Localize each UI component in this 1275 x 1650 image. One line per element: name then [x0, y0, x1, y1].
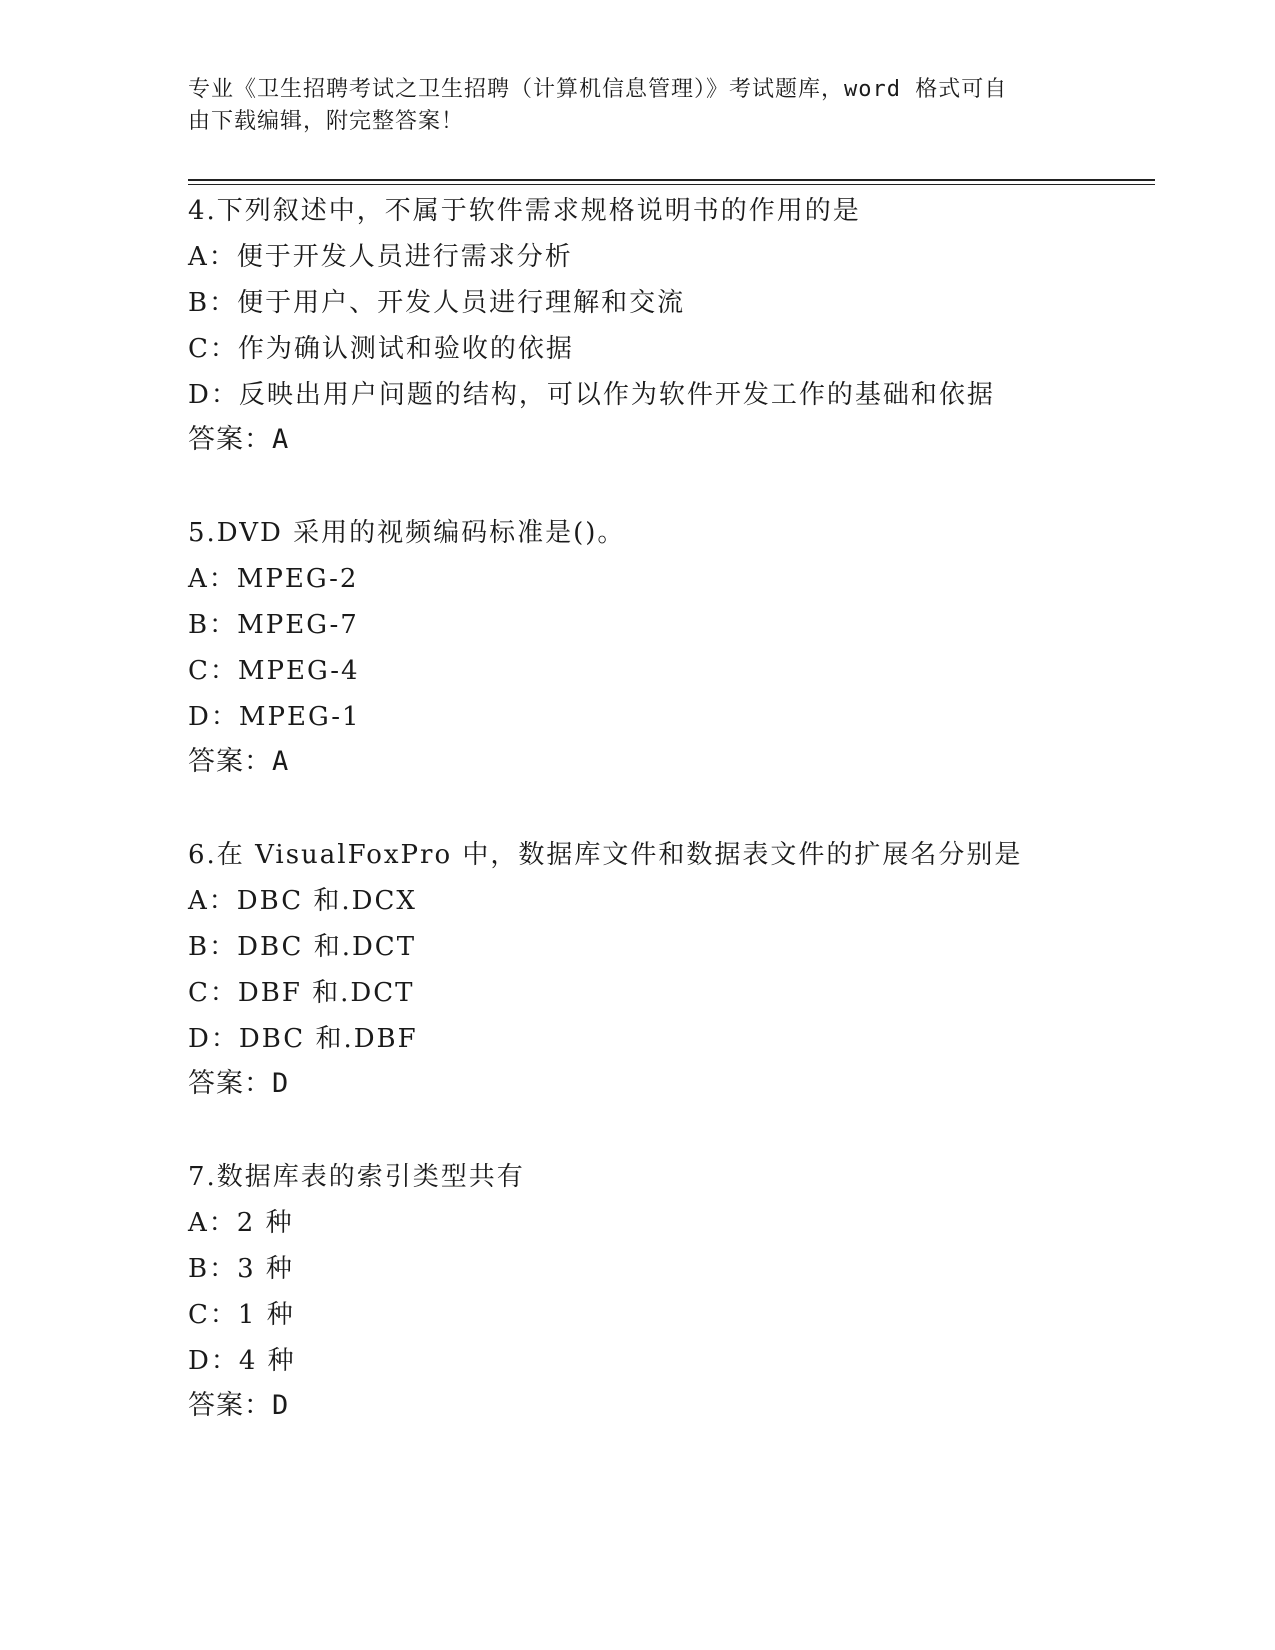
option-a: A：DBC 和.DCX: [188, 886, 417, 916]
question-7: [188, 1154, 1155, 1430]
option-c: C：1 种: [188, 1300, 295, 1330]
option-b: B：便于用户、开发人员进行理解和交流: [188, 288, 686, 318]
header-line-1: 专业《卫生招聘考试之卫生招聘（计算机信息管理）》考试题库，word 格式可自: [188, 77, 1008, 102]
option-b: B：DBC 和.DCT: [188, 932, 417, 962]
document-header: [188, 74, 1078, 138]
option-c: C：MPEG-4: [188, 656, 360, 686]
header-rule-thin: [188, 184, 1155, 185]
header-line-2: 由下载编辑，附完整答案！: [188, 109, 465, 134]
option-c: C：作为确认测试和验收的依据: [188, 334, 574, 364]
option-d: D：MPEG-1: [188, 702, 361, 732]
option-d: D：DBC 和.DBF: [188, 1024, 418, 1054]
question-stem: 6.在 VisualFoxPro 中，数据库文件和数据表文件的扩展名分别是: [188, 840, 1023, 870]
question-stem: 4.下列叙述中，不属于软件需求规格说明书的作用的是: [188, 196, 861, 226]
option-a: A：2 种: [188, 1208, 294, 1238]
question-4: [188, 188, 1155, 464]
question-5: [188, 510, 1155, 786]
answer-line: 答案：D: [188, 1068, 290, 1099]
question-stem: 7.数据库表的索引类型共有: [188, 1162, 525, 1192]
option-a: A：便于开发人员进行需求分析: [188, 242, 573, 272]
option-b: B：3 种: [188, 1254, 294, 1284]
option-d: D：反映出用户问题的结构，可以作为软件开发工作的基础和依据: [188, 380, 995, 410]
option-c: C：DBF 和.DCT: [188, 978, 415, 1008]
question-stem: 5.DVD 采用的视频编码标准是()。: [188, 518, 626, 548]
header-rule-thick: [188, 179, 1155, 181]
option-b: B：MPEG-7: [188, 610, 359, 640]
answer-line: 答案：A: [188, 424, 290, 455]
question-6: [188, 832, 1155, 1108]
answer-line: 答案：D: [188, 1390, 290, 1421]
option-a: A：MPEG-2: [188, 564, 359, 594]
question-list: [188, 188, 1155, 1476]
option-d: D：4 种: [188, 1346, 296, 1376]
answer-line: 答案：A: [188, 746, 290, 777]
